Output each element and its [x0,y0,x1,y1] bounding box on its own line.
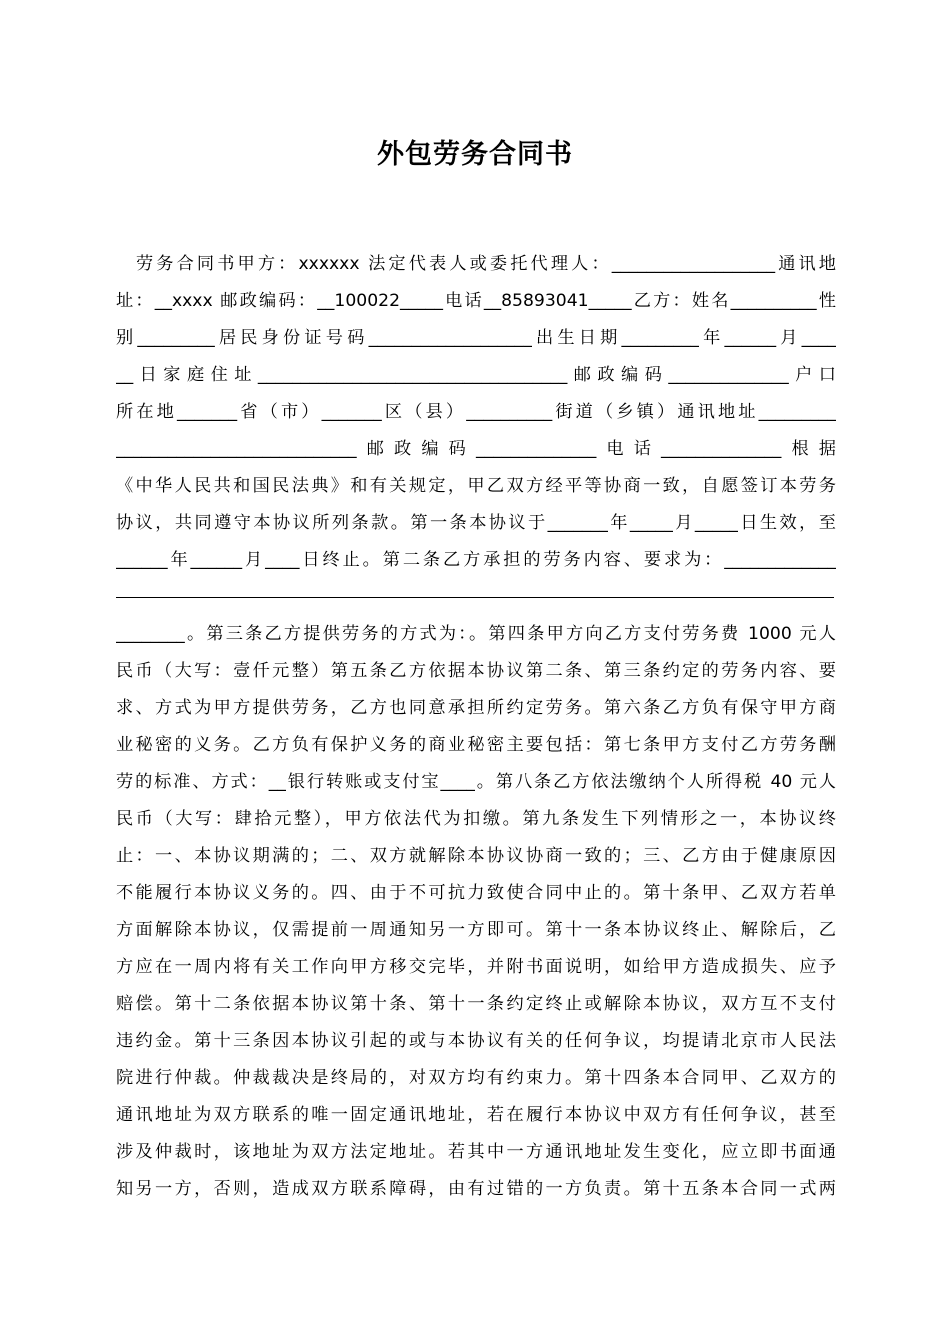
text-line: 止：一、本协议期满的；二、双方就解除本协议协商一致的；三、乙方由于健康原因 [116,846,836,866]
text-line: 违约金。第十三条因本协议引起的或与本协议有关的任何争议，均提请北京市人民法 [116,1031,836,1051]
underline-rule [116,597,834,598]
text-line: 涉及仲裁时，该地址为双方法定地址。若其中一方通讯地址发生变化，应立即书面通 [116,1142,836,1162]
text-line: 民币（大写：壹仟元整）第五条乙方依据本协议第二条、第三条约定的劳务内容、要 [116,661,836,681]
text-line: __日家庭住址____________________________________邮政编码______________户口 [116,365,836,385]
text-line: 民币（大写：肆拾元整），甲方依法代为扣缴。第九条发生下列情形之一，本协议终 [116,809,836,829]
blank-fill-line [116,583,836,620]
text-line: 所在地_______省（市）_______区（县）__________街道（乡镇）通讯地址_________ [116,402,836,422]
text-line: 址：__xxxx 邮政编码：__100022_____电话__85893041_____乙方：姓名__________性 [116,291,836,311]
text-line: 别_________居民身份证号码___________________出生日期_________年______月____ [116,328,836,348]
text-line: 赔偿。第十二条依据本协议第十条、第十一条约定终止或解除本协议，双方互不支付 [116,994,836,1014]
document-body [116,250,836,1212]
text-line: ______年______月____日终止。第二条乙方承担的劳务内容、要求为：_____________ [116,550,836,570]
text-line: 求、方式为甲方提供劳务，乙方也同意承担所约定劳务。第六条乙方负有保守甲方商 [116,698,836,718]
text-line: ____________________________邮政编码______________电话______________根据 [116,439,836,459]
text-line: 劳的标准、方式：__银行转账或支付宝____。第八条乙方依法缴纳个人所得税 40 元人 [116,772,836,792]
text-line: 业秘密的义务。乙方负有保护义务的商业秘密主要包括：第七条甲方支付乙方劳务酬 [116,735,836,755]
text-line: 方应在一周内将有关工作向甲方移交完毕，并附书面说明，如给甲方造成损失、应予 [116,957,836,977]
text-line: ________。第三条乙方提供劳务的方式为：。第四条甲方向乙方支付劳务费 1000 元人 [116,624,836,644]
text-line: 知另一方，否则，造成双方联系障碍，由有过错的一方负责。第十五条本合同一式两 [116,1179,836,1199]
text-line: 《中华人民共和国民法典》和有关规定，甲乙双方经平等协商一致，自愿签订本劳务 [116,476,836,496]
text-line: 方面解除本协议，仅需提前一周通知另一方即可。第十一条本协议终止、解除后，乙 [116,920,836,940]
text-line: 院进行仲裁。仲裁裁决是终局的，对双方均有约束力。第十四条本合同甲、乙双方的 [116,1068,836,1088]
text-line: 通讯地址为双方联系的唯一固定通讯地址，若在履行本协议中双方有任何争议，甚至 [116,1105,836,1125]
text-line: 协议，共同遵守本协议所列条款。第一条本协议于_______年_____月_____日生效，至 [116,513,836,533]
document-title: 外包劳务合同书 [377,139,573,170]
text-line: 劳务合同书甲方：xxxxxx 法定代表人或委托代理人：___________________通讯地 [136,254,836,274]
text-line: 不能履行本协议义务的。四、由于不可抗力致使合同中止的。第十条甲、乙双方若单 [116,883,836,903]
